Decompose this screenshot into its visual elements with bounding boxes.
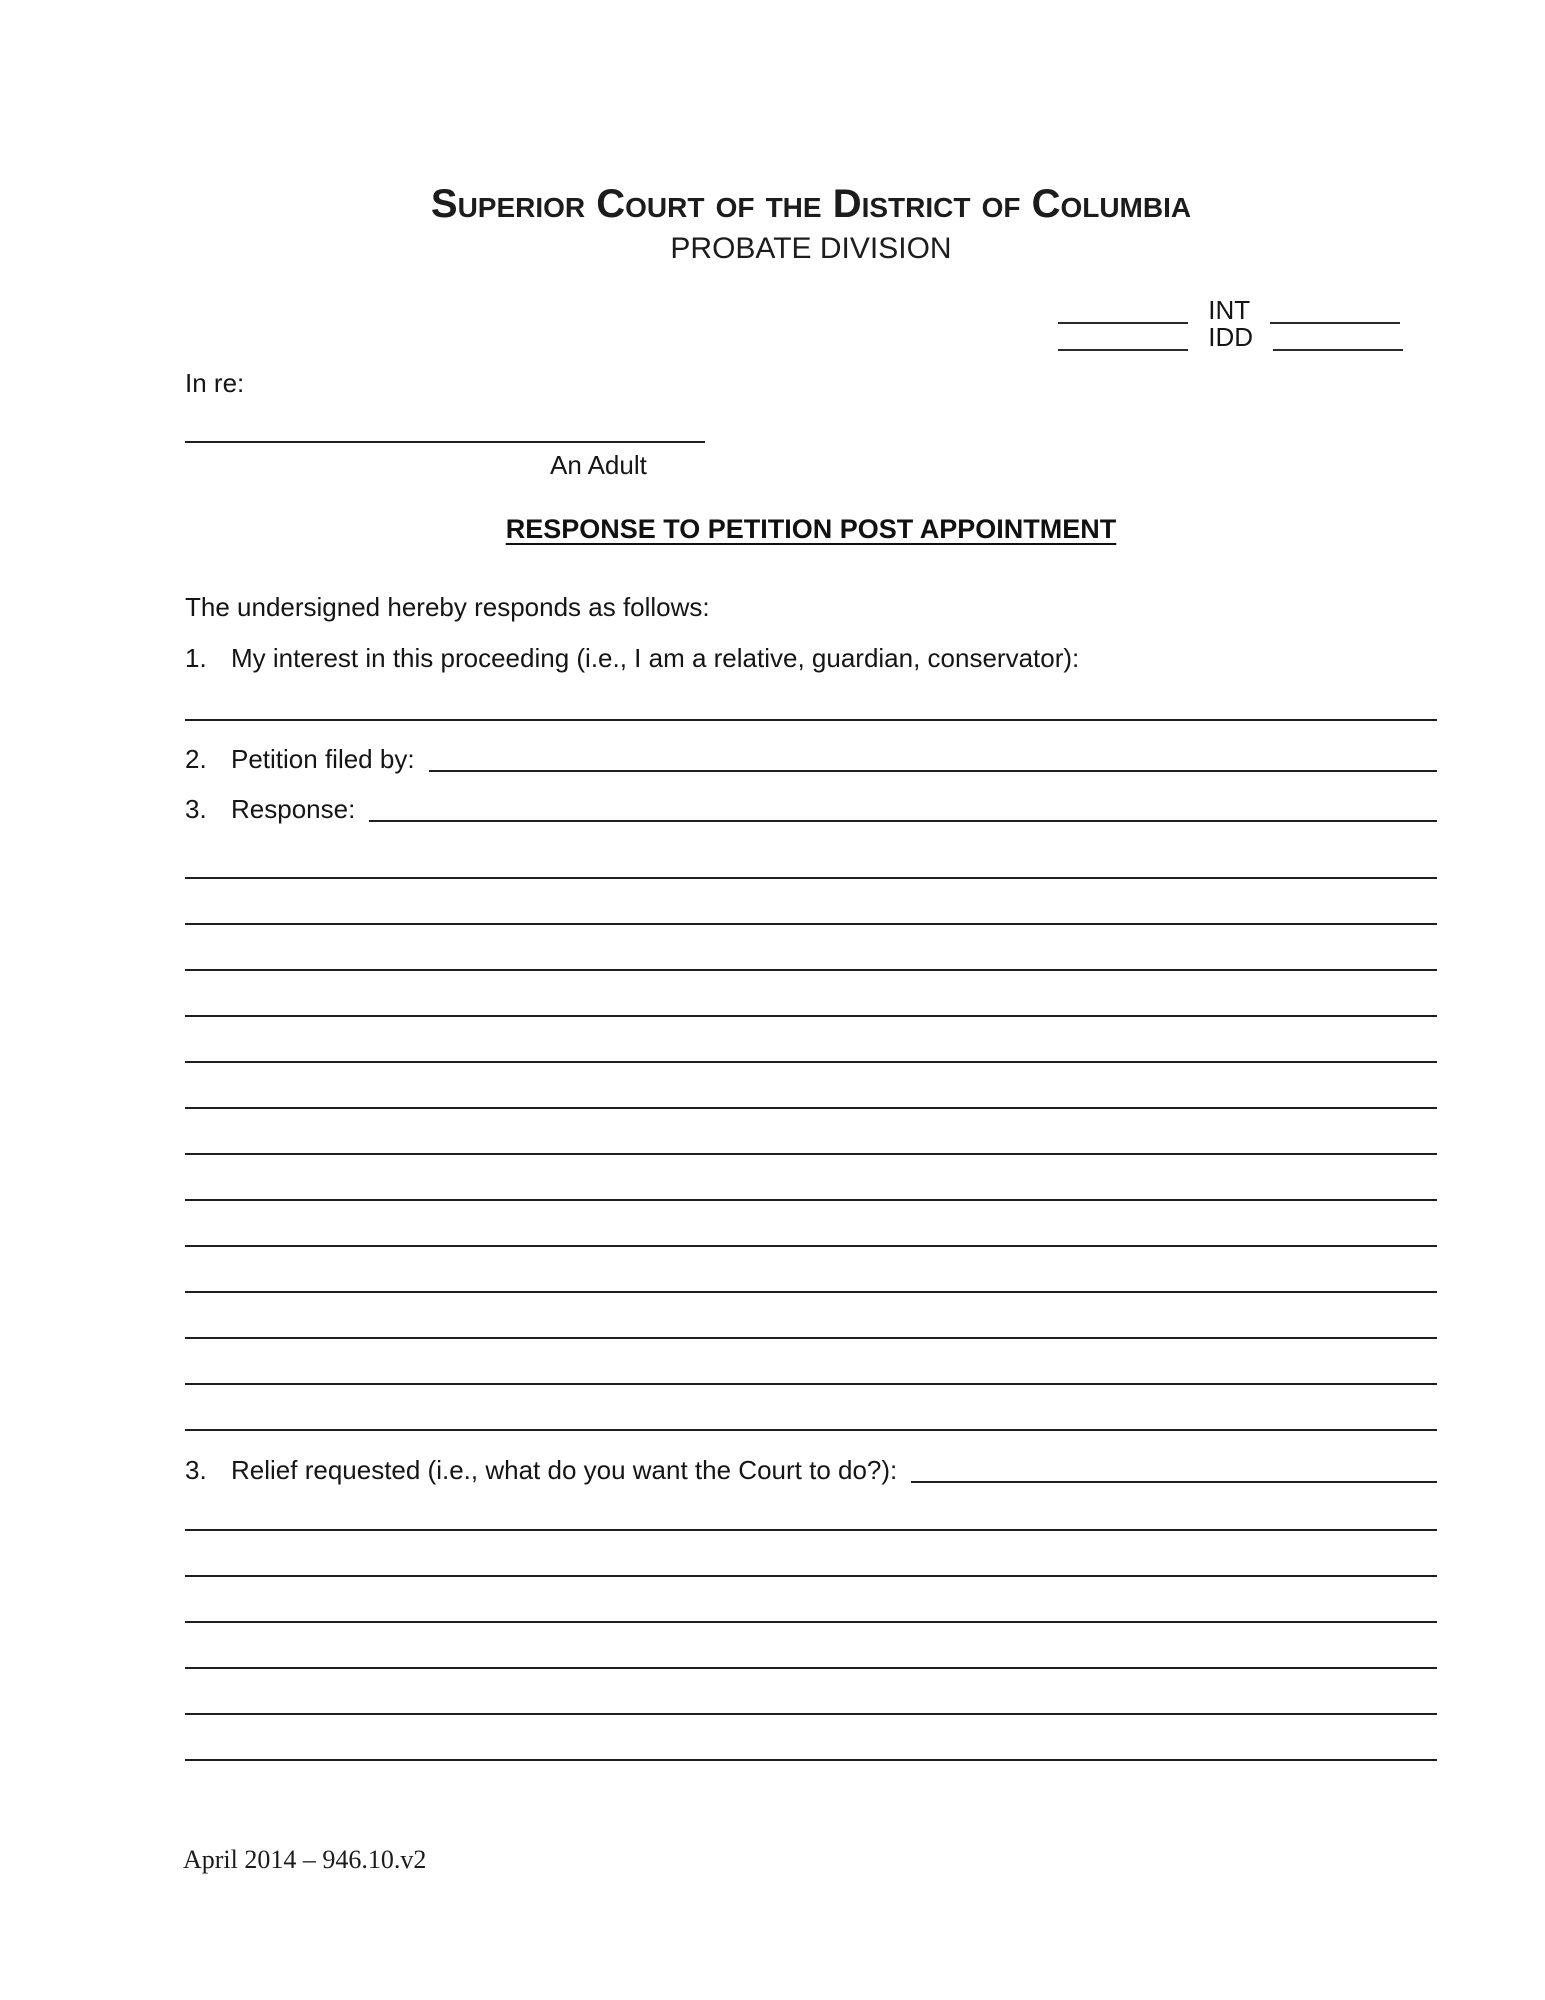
relief-write-in-line[interactable] [185, 1623, 1437, 1669]
item-label: Petition filed by: [231, 744, 415, 774]
form-version-footer: April 2014 – 946.10.v2 [183, 1845, 427, 1874]
response-write-in-line[interactable] [185, 1063, 1437, 1109]
response-write-in-line[interactable] [185, 1109, 1437, 1155]
relief-write-in-line[interactable] [185, 1669, 1437, 1715]
int-left-field[interactable] [1058, 300, 1188, 324]
idd-code-row [1058, 324, 1403, 351]
subject-name-field[interactable] [185, 415, 705, 443]
response-write-in-line[interactable] [185, 1155, 1437, 1201]
response-write-in-lines [185, 833, 1437, 1431]
item-number: 3. [185, 1455, 207, 1485]
item-label: Response: [231, 794, 356, 824]
item-label: Relief requested (i.e., what do you want the Court to do?): [231, 1455, 898, 1485]
response-write-in-line[interactable] [185, 1017, 1437, 1063]
item-number: 2. [185, 744, 207, 774]
item-number: 1. [185, 643, 207, 673]
response-write-in-line[interactable] [185, 1201, 1437, 1247]
intro-text: The undersigned hereby responds as follows: [185, 592, 710, 622]
response-write-in-line[interactable] [185, 1339, 1437, 1385]
idd-left-field[interactable] [1058, 327, 1188, 351]
int-label: INT [1208, 295, 1251, 325]
idd-right-field[interactable] [1273, 327, 1403, 351]
int-right-field[interactable] [1270, 300, 1400, 324]
item-relief [185, 1457, 1437, 1483]
relief-write-in-line[interactable] [185, 1531, 1437, 1577]
item-number: 3. [185, 794, 207, 824]
subject-caption: An Adult [550, 450, 647, 480]
response-write-in-line[interactable] [185, 925, 1437, 971]
relief-inline-field[interactable] [911, 1459, 1437, 1483]
interest-write-in-field[interactable] [185, 719, 1437, 721]
item-petition [185, 746, 1437, 772]
response-write-in-line[interactable] [185, 971, 1437, 1017]
response-write-in-line[interactable] [185, 1385, 1437, 1431]
relief-write-in-line[interactable] [185, 1485, 1437, 1531]
response-write-in-line[interactable] [185, 879, 1437, 925]
relief-write-in-line[interactable] [185, 1577, 1437, 1623]
item-label: My interest in this proceeding (i.e., I am a relative, guardian, conservator): [231, 643, 1080, 673]
court-title: Superior Court of the District of Columbia [430, 182, 1192, 226]
petition-filed-by-field[interactable] [429, 748, 1437, 772]
response-write-in-line[interactable] [185, 1293, 1437, 1339]
relief-write-in-lines [185, 1485, 1437, 1761]
case-code-block [1058, 297, 1403, 351]
response-write-in-line[interactable] [185, 1247, 1437, 1293]
item-interest [185, 645, 1437, 671]
in-re-label: In re: [185, 368, 245, 398]
response-inline-field[interactable] [369, 798, 1437, 822]
item-response [185, 796, 1437, 822]
idd-label: IDD [1208, 322, 1253, 352]
form-title: RESPONSE TO PETITION POST APPOINTMENT [505, 514, 1117, 544]
division-title: PROBATE DIVISION [670, 232, 952, 265]
relief-write-in-line[interactable] [185, 1715, 1437, 1761]
int-code-row [1058, 297, 1403, 324]
response-write-in-line[interactable] [185, 833, 1437, 879]
